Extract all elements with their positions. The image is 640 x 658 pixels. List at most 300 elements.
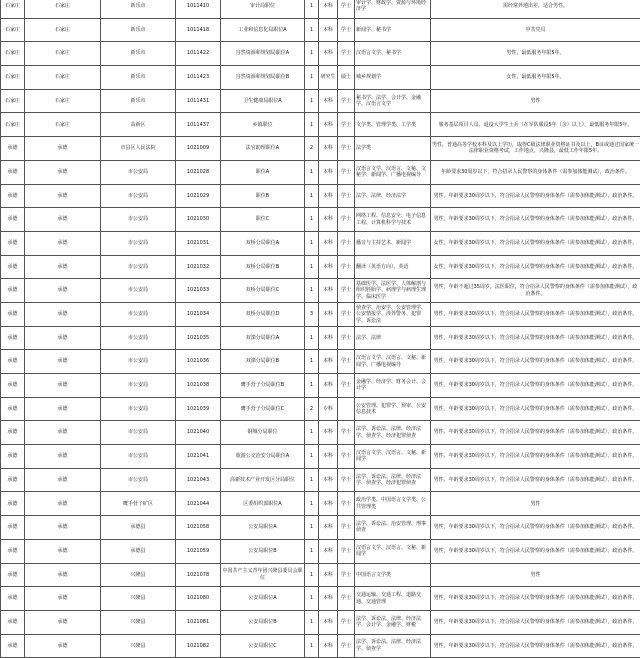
cell-unit: 新乐市	[101, 0, 176, 18]
cell-region: 石家庄	[25, 0, 101, 18]
cell-degree: 硕士	[338, 66, 355, 90]
cell-region: 承德	[25, 468, 101, 492]
cell-unit: 新乐市	[101, 89, 176, 113]
cell-city: 承德	[1, 279, 25, 303]
cell-headcount: 1	[305, 587, 319, 611]
cell-city: 承德	[1, 397, 25, 421]
cell-position-name: 鹰手营子分局职位B	[221, 374, 305, 398]
cell-degree: 学士	[338, 18, 355, 42]
cell-degree: 学士	[338, 113, 355, 137]
cell-degree: 学士	[338, 350, 355, 374]
cell-position-code: 1021078	[176, 563, 221, 587]
cell-position-code: 1011422	[176, 42, 221, 66]
cell-unit: 新乐市	[101, 66, 176, 90]
cell-region: 石家庄	[25, 89, 101, 113]
cell-position-name: 双桥分局职位D	[221, 302, 305, 326]
cell-position-code: 1021030	[176, 208, 221, 232]
cell-notes: 女性，最低服务年限5年。	[431, 66, 640, 90]
cell-unit: 高新区	[101, 113, 176, 137]
cell-city: 承德	[1, 231, 25, 255]
cell-position-code: 1021035	[176, 326, 221, 350]
cell-position-code: 1021058	[176, 516, 221, 540]
cell-position-name: 公安局职位A	[221, 587, 305, 611]
cell-position-code: 1021041	[176, 445, 221, 469]
table-row	[1, 113, 640, 137]
cell-position-code: 1021031	[176, 231, 221, 255]
cell-education: 本科	[319, 279, 338, 303]
cell-city: 承德	[1, 634, 25, 658]
cell-headcount: 1	[305, 279, 319, 303]
cell-headcount: 1	[305, 374, 319, 398]
cell-degree: 学士	[338, 160, 355, 184]
cell-position-name: 自然资源和规划局职位A	[221, 42, 305, 66]
cell-notes: 男性，年龄要求30周岁以下，符合招录人民警察的身体条件（需参加体能测试），政治条件。	[431, 468, 640, 492]
cell-unit: 市公安局	[101, 160, 176, 184]
cell-headcount: 1	[305, 113, 319, 137]
cell-major: 法学类	[355, 137, 431, 161]
cell-region: 承德	[25, 279, 101, 303]
cell-unit: 市公安局	[101, 302, 176, 326]
cell-notes: 男性，年龄要求30周岁以下，符合招录人民警察的身体条件（需参加体能测试），政治条件。	[431, 208, 640, 232]
cell-major: 公安管理、犯罪学、预审、公安信息技术	[355, 397, 431, 421]
cell-position-name: 旅游公交治安分局职位A	[221, 445, 305, 469]
cell-region: 承德	[25, 326, 101, 350]
cell-major: 汉语言文学、汉语言、文秘、新闻学、广播电视编导	[355, 350, 431, 374]
table-row	[1, 160, 640, 184]
table-row	[1, 374, 640, 398]
cell-major: 法学、诉讼法、法律、经济法学、会计学、金融学、财税	[355, 610, 431, 634]
cell-education: 本科	[319, 563, 338, 587]
cell-position-name: 双桥分局职位B	[221, 255, 305, 279]
cell-education: 本科	[319, 516, 338, 540]
cell-region: 承德	[25, 231, 101, 255]
cell-education: 本科	[319, 184, 338, 208]
cell-region: 承德	[25, 492, 101, 516]
cell-education: 本科	[319, 468, 338, 492]
cell-position-name: 鹰手营子分局职位C	[221, 397, 305, 421]
cell-position-name: 职位A	[221, 160, 305, 184]
cell-unit: 市公安局	[101, 255, 176, 279]
table-row	[1, 302, 640, 326]
cell-education: 本科	[319, 137, 338, 161]
cell-city: 承德	[1, 137, 25, 161]
cell-major: 法学、诉讼法、法律、经济法学、侦查学	[355, 634, 431, 658]
cell-unit: 新乐市	[101, 42, 176, 66]
cell-notes: 男性，普通高等学校本科及以上学历，取得C级法律职业资格证书及以上，B证或通过国家统一法律职业资格考试，工作地点，兴隆县，最低工作年限5年。	[431, 137, 640, 161]
cell-position-code: 1021029	[176, 184, 221, 208]
cell-position-name: 乡镇职位	[221, 113, 305, 137]
cell-education: 本科	[319, 302, 338, 326]
cell-unit: 市公安局	[101, 231, 176, 255]
cell-degree: 学士	[338, 587, 355, 611]
cell-position-code: 1021038	[176, 374, 221, 398]
cell-headcount: 1	[305, 492, 319, 516]
cell-headcount: 1	[305, 326, 319, 350]
cell-notes: 男性，年龄要求30周岁以下，符合招录人民警察的身体条件（需参加体能测试），政治条件。	[431, 326, 640, 350]
cell-headcount: 2	[305, 137, 319, 161]
cell-notes: 男性，年龄要求30周岁以下，符合招录人民警察的身体条件（需参加体能测试），政治条件。	[431, 634, 640, 658]
cell-education: 本科	[319, 113, 338, 137]
cell-education: 本科	[319, 445, 338, 469]
cell-notes: 男性，年龄要求30周岁以下，符合招录人民警察的身体条件（需参加体能测试），政治条件。	[431, 421, 640, 445]
cell-degree: 学士	[338, 421, 355, 445]
cell-headcount: 1	[305, 350, 319, 374]
cell-region: 承德	[25, 137, 101, 161]
cell-position-name: 双滦分局职位B	[221, 350, 305, 374]
cell-degree: 学士	[338, 89, 355, 113]
cell-position-name: 公安局职位B	[221, 539, 305, 563]
cell-position-name: 公安局职位A	[221, 516, 305, 540]
cell-notes: 男性，年龄不超过35周岁，法医职位，符合招录人民警察的身体条件（需参加体能测试），政治条件。	[431, 279, 640, 303]
cell-headcount: 1	[305, 563, 319, 587]
cell-region: 承德	[25, 634, 101, 658]
table-row	[1, 539, 640, 563]
table-row	[1, 137, 640, 161]
cell-unit: 承德县	[101, 539, 176, 563]
cell-unit: 市公安局	[101, 445, 176, 469]
cell-major: 中国语言文学类	[355, 563, 431, 587]
cell-degree: 学士	[338, 208, 355, 232]
cell-region: 承德	[25, 184, 101, 208]
cell-position-code: 1011410	[176, 0, 221, 18]
table-row	[1, 421, 640, 445]
cell-unit: 新乐市	[101, 18, 176, 42]
cell-city: 承德	[1, 184, 25, 208]
cell-city: 承德	[1, 350, 25, 374]
table-row	[1, 587, 640, 611]
cell-major: 法学、法律	[355, 326, 431, 350]
cell-unit: 市公安局	[101, 397, 176, 421]
cell-major: 秘书学、法学、会计学、金融学、汉语言文学	[355, 89, 431, 113]
cell-notes: 男性，年龄要求30周岁以下，符合招录人民警察的身体条件（需参加体能测试），政治条件。	[431, 516, 640, 540]
cell-education: 本科	[319, 539, 338, 563]
cell-degree: 学士	[338, 468, 355, 492]
cell-city: 承德	[1, 492, 25, 516]
cell-position-code: 1021044	[176, 492, 221, 516]
table-row	[1, 397, 640, 421]
cell-degree: 学士	[338, 326, 355, 350]
cell-major: 汉语言文学、汉语言、文秘、文秘学、新闻学、广播电视编导	[355, 160, 431, 184]
cell-position-name: 双桥分局职位C	[221, 279, 305, 303]
cell-major: 法学、诉讼法、治安管理、刑事侦查	[355, 516, 431, 540]
cell-city: 承德	[1, 468, 25, 492]
cell-city: 石家庄	[1, 66, 25, 90]
table-row	[1, 279, 640, 303]
cell-notes: 男性	[431, 89, 640, 113]
cell-city: 承德	[1, 516, 25, 540]
cell-notes: 男性，年龄要求30周岁以下，符合招录人民警察的身体条件（需参加体能测试），政治条件。	[431, 397, 640, 421]
cell-notes: 服务基层项目人员、退役大学生士兵（在军队服役5年（含）以上），最低服务年限5年。	[431, 113, 640, 137]
table-row	[1, 492, 640, 516]
cell-city: 承德	[1, 255, 25, 279]
cell-unit: 市公安局	[101, 326, 176, 350]
cell-headcount: 1	[305, 208, 319, 232]
cell-education: 研究生	[319, 66, 338, 90]
cell-region: 承德	[25, 445, 101, 469]
cell-degree: 学士	[338, 231, 355, 255]
cell-position-code: 1021043	[176, 468, 221, 492]
cell-city: 石家庄	[1, 42, 25, 66]
cell-unit: 市县区人民法院	[101, 137, 176, 161]
cell-major: 侦查学、治安学、公安管理学、公安情报学、涉外警务、犯罪学、诉讼法	[355, 302, 431, 326]
cell-unit: 市公安局	[101, 208, 176, 232]
cell-city: 承德	[1, 587, 25, 611]
cell-degree: 学士	[338, 516, 355, 540]
cell-region: 承德	[25, 421, 101, 445]
cell-headcount: 1	[305, 18, 319, 42]
cell-education: 本科	[319, 610, 338, 634]
cell-degree: 学士	[338, 610, 355, 634]
cell-headcount: 3	[305, 302, 319, 326]
cell-region: 承德	[25, 160, 101, 184]
cell-region: 承德	[25, 397, 101, 421]
table-row	[1, 350, 640, 374]
cell-unit: 市公安局	[101, 279, 176, 303]
cell-notes: 男性，年龄要求30周岁以下，符合招录人民警察的身体条件（需参加体能测试），政治条件。	[431, 610, 640, 634]
cell-degree: 学士	[338, 563, 355, 587]
cell-notes: 男性，年龄要求30周岁以下，符合招录人民警察的身体条件（需参加体能测试），政治条件。	[431, 374, 640, 398]
cell-education: 本科	[319, 326, 338, 350]
cell-headcount: 1	[305, 231, 319, 255]
cell-major: 城乡规划学	[355, 66, 431, 90]
cell-region: 石家庄	[25, 18, 101, 42]
cell-region: 承德	[25, 610, 101, 634]
cell-position-code: 1021009	[176, 137, 221, 161]
cell-education: 本科	[319, 89, 338, 113]
cell-education: 本科	[319, 18, 338, 42]
cell-notes: 男性，最低服务年限5年。	[431, 42, 640, 66]
cell-major: 翻译（英语方向）、英语	[355, 255, 431, 279]
cell-notes: 男性，年龄要求30周岁以下，符合招录人民警察的身体条件（需参加体能测试），政治条件。	[431, 302, 640, 326]
cell-degree: 学士	[338, 137, 355, 161]
cell-unit: 市公安局	[101, 184, 176, 208]
cell-notes: 中共党员	[431, 18, 640, 42]
cell-headcount: 1	[305, 445, 319, 469]
cell-education: 本科	[319, 231, 338, 255]
cell-region: 承德	[25, 302, 101, 326]
cell-major: 交通运输、交通工程、道路交通、交通管理	[355, 587, 431, 611]
cell-degree: 学士	[338, 374, 355, 398]
cell-region: 承德	[25, 374, 101, 398]
table-row	[1, 184, 640, 208]
table-row	[1, 18, 640, 42]
cell-headcount: 1	[305, 634, 319, 658]
cell-headcount: 1	[305, 184, 319, 208]
cell-position-code: 1021059	[176, 539, 221, 563]
cell-major: 法学、诉讼法、法律、经济法学、侦查学、经济犯罪侦查	[355, 468, 431, 492]
cell-notes: 女性，年龄要求30周岁以下，符合招录人民警察的身体条件（需参加体能测试），政治条件。	[431, 231, 640, 255]
cell-unit: 市公安局	[101, 468, 176, 492]
cell-position-code: 1021033	[176, 279, 221, 303]
cell-position-code: 1021081	[176, 610, 221, 634]
cell-degree: 学士	[338, 302, 355, 326]
cell-degree: 学士	[338, 634, 355, 658]
cell-position-name: 高新技术产业开发区分局职位	[221, 468, 305, 492]
cell-city: 承德	[1, 160, 25, 184]
cell-education: 本科	[319, 160, 338, 184]
cell-unit: 市公安局	[101, 350, 176, 374]
cell-unit: 兴隆县	[101, 563, 176, 587]
cell-notes: 男性	[431, 563, 640, 587]
table-row	[1, 563, 640, 587]
cell-position-name: 工业和信息化局职位A	[221, 18, 305, 42]
table-row	[1, 0, 640, 18]
cell-position-name: 卫生健康局职位A	[221, 89, 305, 113]
cell-position-code: 1021039	[176, 397, 221, 421]
cell-major: 审计学、财政学、资源与环境经济学	[355, 0, 431, 18]
cell-city: 承德	[1, 445, 25, 469]
cell-headcount: 1	[305, 89, 319, 113]
cell-major: 法学、法律、经济法学	[355, 184, 431, 208]
cell-degree: 学士	[338, 539, 355, 563]
table-row	[1, 516, 640, 540]
cell-city: 承德	[1, 208, 25, 232]
cell-education: 本科	[319, 350, 338, 374]
cell-education: 本科	[319, 634, 338, 658]
cell-degree: 学士	[338, 279, 355, 303]
cell-region: 石家庄	[25, 42, 101, 66]
cell-education: 本科	[319, 374, 338, 398]
cell-position-name: 区委组织部职位A	[221, 492, 305, 516]
cell-major: 新闻学、秘书学	[355, 18, 431, 42]
cell-unit: 兴隆县	[101, 610, 176, 634]
cell-headcount: 1	[305, 468, 319, 492]
cell-unit: 兴隆县	[101, 634, 176, 658]
table-row	[1, 634, 640, 658]
cell-position-name: 双滦分局职位A	[221, 326, 305, 350]
cell-degree	[338, 397, 355, 421]
cell-degree: 学士	[338, 445, 355, 469]
cell-headcount: 1	[305, 255, 319, 279]
cell-major: 金融学、经济学、财务会计、会计学	[355, 374, 431, 398]
cell-notes: 男性，年龄要求30周岁以下，符合招录人民警察的身体条件（需参加体能测试），政治条件。	[431, 587, 640, 611]
cell-major: 基础医学、法医学、人体解剖与组织胚胎学、病理学与病理生理学、临床医学	[355, 279, 431, 303]
cell-degree: 学士	[338, 42, 355, 66]
cell-position-name: 职位C	[221, 208, 305, 232]
cell-city: 承德	[1, 374, 25, 398]
cell-position-code: 1021082	[176, 634, 221, 658]
cell-education: 本科	[319, 421, 338, 445]
table-row	[1, 610, 640, 634]
cell-degree: 学士	[338, 184, 355, 208]
cell-headcount: 1	[305, 66, 319, 90]
cell-headcount: 1	[305, 610, 319, 634]
cell-city: 承德	[1, 326, 25, 350]
cell-city: 承德	[1, 563, 25, 587]
cell-position-code: 1021032	[176, 255, 221, 279]
cell-unit: 市公安局	[101, 374, 176, 398]
table-row	[1, 66, 640, 90]
table-row	[1, 42, 640, 66]
cell-region: 承德	[25, 208, 101, 232]
cell-position-code: 1021034	[176, 302, 221, 326]
cell-region: 承德	[25, 587, 101, 611]
cell-headcount: 1	[305, 516, 319, 540]
cell-region: 承德	[25, 539, 101, 563]
cell-position-name: 自然资源和规划局职位B	[221, 66, 305, 90]
cell-city: 承德	[1, 610, 25, 634]
cell-education: 本科	[319, 42, 338, 66]
cell-notes: 男性，年龄要求30周岁以下，符合招录人民警察的身体条件（需参加体能测试），政治条件。	[431, 184, 640, 208]
cell-position-name: 双桥分局职位A	[221, 231, 305, 255]
cell-unit: 承德县	[101, 516, 176, 540]
table-row	[1, 445, 640, 469]
table-row	[1, 326, 640, 350]
cell-major: 汉语言文学、汉语言、文秘、新闻学	[355, 539, 431, 563]
table-row	[1, 231, 640, 255]
cell-notes: 男性，年龄要求30周岁以下，符合招录人民警察的身体条件（需参加体能测试），政治条件。	[431, 539, 640, 563]
cell-city: 承德	[1, 302, 25, 326]
table-body	[1, 0, 640, 658]
cell-position-code: 1011431	[176, 89, 221, 113]
cell-notes: 年龄要求30周岁以下，符合招录人民警察的身体条件（需参加体能测试），政治条件。	[431, 160, 640, 184]
cell-notes: 男性，年龄要求30周岁以下，符合招录人民警察的身体条件（需参加体能测试），政治条件。	[431, 350, 640, 374]
cell-headcount: 1	[305, 0, 319, 18]
cell-region: 承德	[25, 516, 101, 540]
cell-notes: 女性，年龄要求30周岁以下，符合招录人民警察的身体条件（需参加体能测试），政治条件。	[431, 255, 640, 279]
cell-region: 承德	[25, 255, 101, 279]
cell-degree: 学士	[338, 492, 355, 516]
cell-position-name: 中国共产主义青年团兴隆县委员会职位	[221, 563, 305, 587]
cell-position-name: 法官助理职位A	[221, 137, 305, 161]
cell-region: 承德	[25, 563, 101, 587]
table-row	[1, 255, 640, 279]
cell-position-code: 1021028	[176, 160, 221, 184]
cell-major: 汉语言文学、汉语言、文秘、新闻学	[355, 445, 431, 469]
cell-region: 承德	[25, 350, 101, 374]
cell-degree: 学士	[338, 255, 355, 279]
cell-education: 本科	[319, 208, 338, 232]
cell-education: 本科	[319, 492, 338, 516]
cell-headcount: 1	[305, 421, 319, 445]
cell-education: 本科	[319, 255, 338, 279]
cell-unit: 兴隆县	[101, 587, 176, 611]
cell-notes: 需经常外地出差，适合男性。	[431, 0, 640, 18]
cell-education: 本科	[319, 587, 338, 611]
cell-degree: 学士	[338, 0, 355, 18]
cell-position-name: 职位B	[221, 184, 305, 208]
cell-region: 石家庄	[25, 113, 101, 137]
table-row	[1, 468, 640, 492]
table-row	[1, 208, 640, 232]
cell-position-code: 1011418	[176, 18, 221, 42]
cell-unit: 市公安局	[101, 421, 176, 445]
cell-region: 石家庄	[25, 66, 101, 90]
cell-major: 法学、诉讼法、法律、经济法学、侦查学、经济犯罪侦查	[355, 421, 431, 445]
cell-education: 专科	[319, 397, 338, 421]
cell-major: 播音与主持艺术、新闻学	[355, 231, 431, 255]
cell-headcount: 1	[305, 42, 319, 66]
cell-position-name: 钢城分局职位	[221, 421, 305, 445]
cell-city: 石家庄	[1, 0, 25, 18]
cell-headcount: 1	[305, 160, 319, 184]
cell-education: 本科	[319, 0, 338, 18]
cell-city: 石家庄	[1, 18, 25, 42]
cell-major: 政治学类、中国语言文学类、公共管理类	[355, 492, 431, 516]
cell-position-name: 审计局职位	[221, 0, 305, 18]
cell-position-name: 公安局职位B	[221, 610, 305, 634]
cell-notes: 男性	[431, 492, 640, 516]
cell-city: 石家庄	[1, 113, 25, 137]
cell-position-code: 1021080	[176, 587, 221, 611]
cell-position-code: 1021040	[176, 421, 221, 445]
cell-position-code: 1011423	[176, 66, 221, 90]
cell-notes: 男性，年龄要求30周岁以下，符合招录人民警察的身体条件（需参加体能测试），政治条件。	[431, 445, 640, 469]
cell-city: 石家庄	[1, 89, 25, 113]
cell-headcount: 2	[305, 397, 319, 421]
cell-major: 文学类、管理学类、工学类	[355, 113, 431, 137]
cell-position-name: 公安局职位C	[221, 634, 305, 658]
